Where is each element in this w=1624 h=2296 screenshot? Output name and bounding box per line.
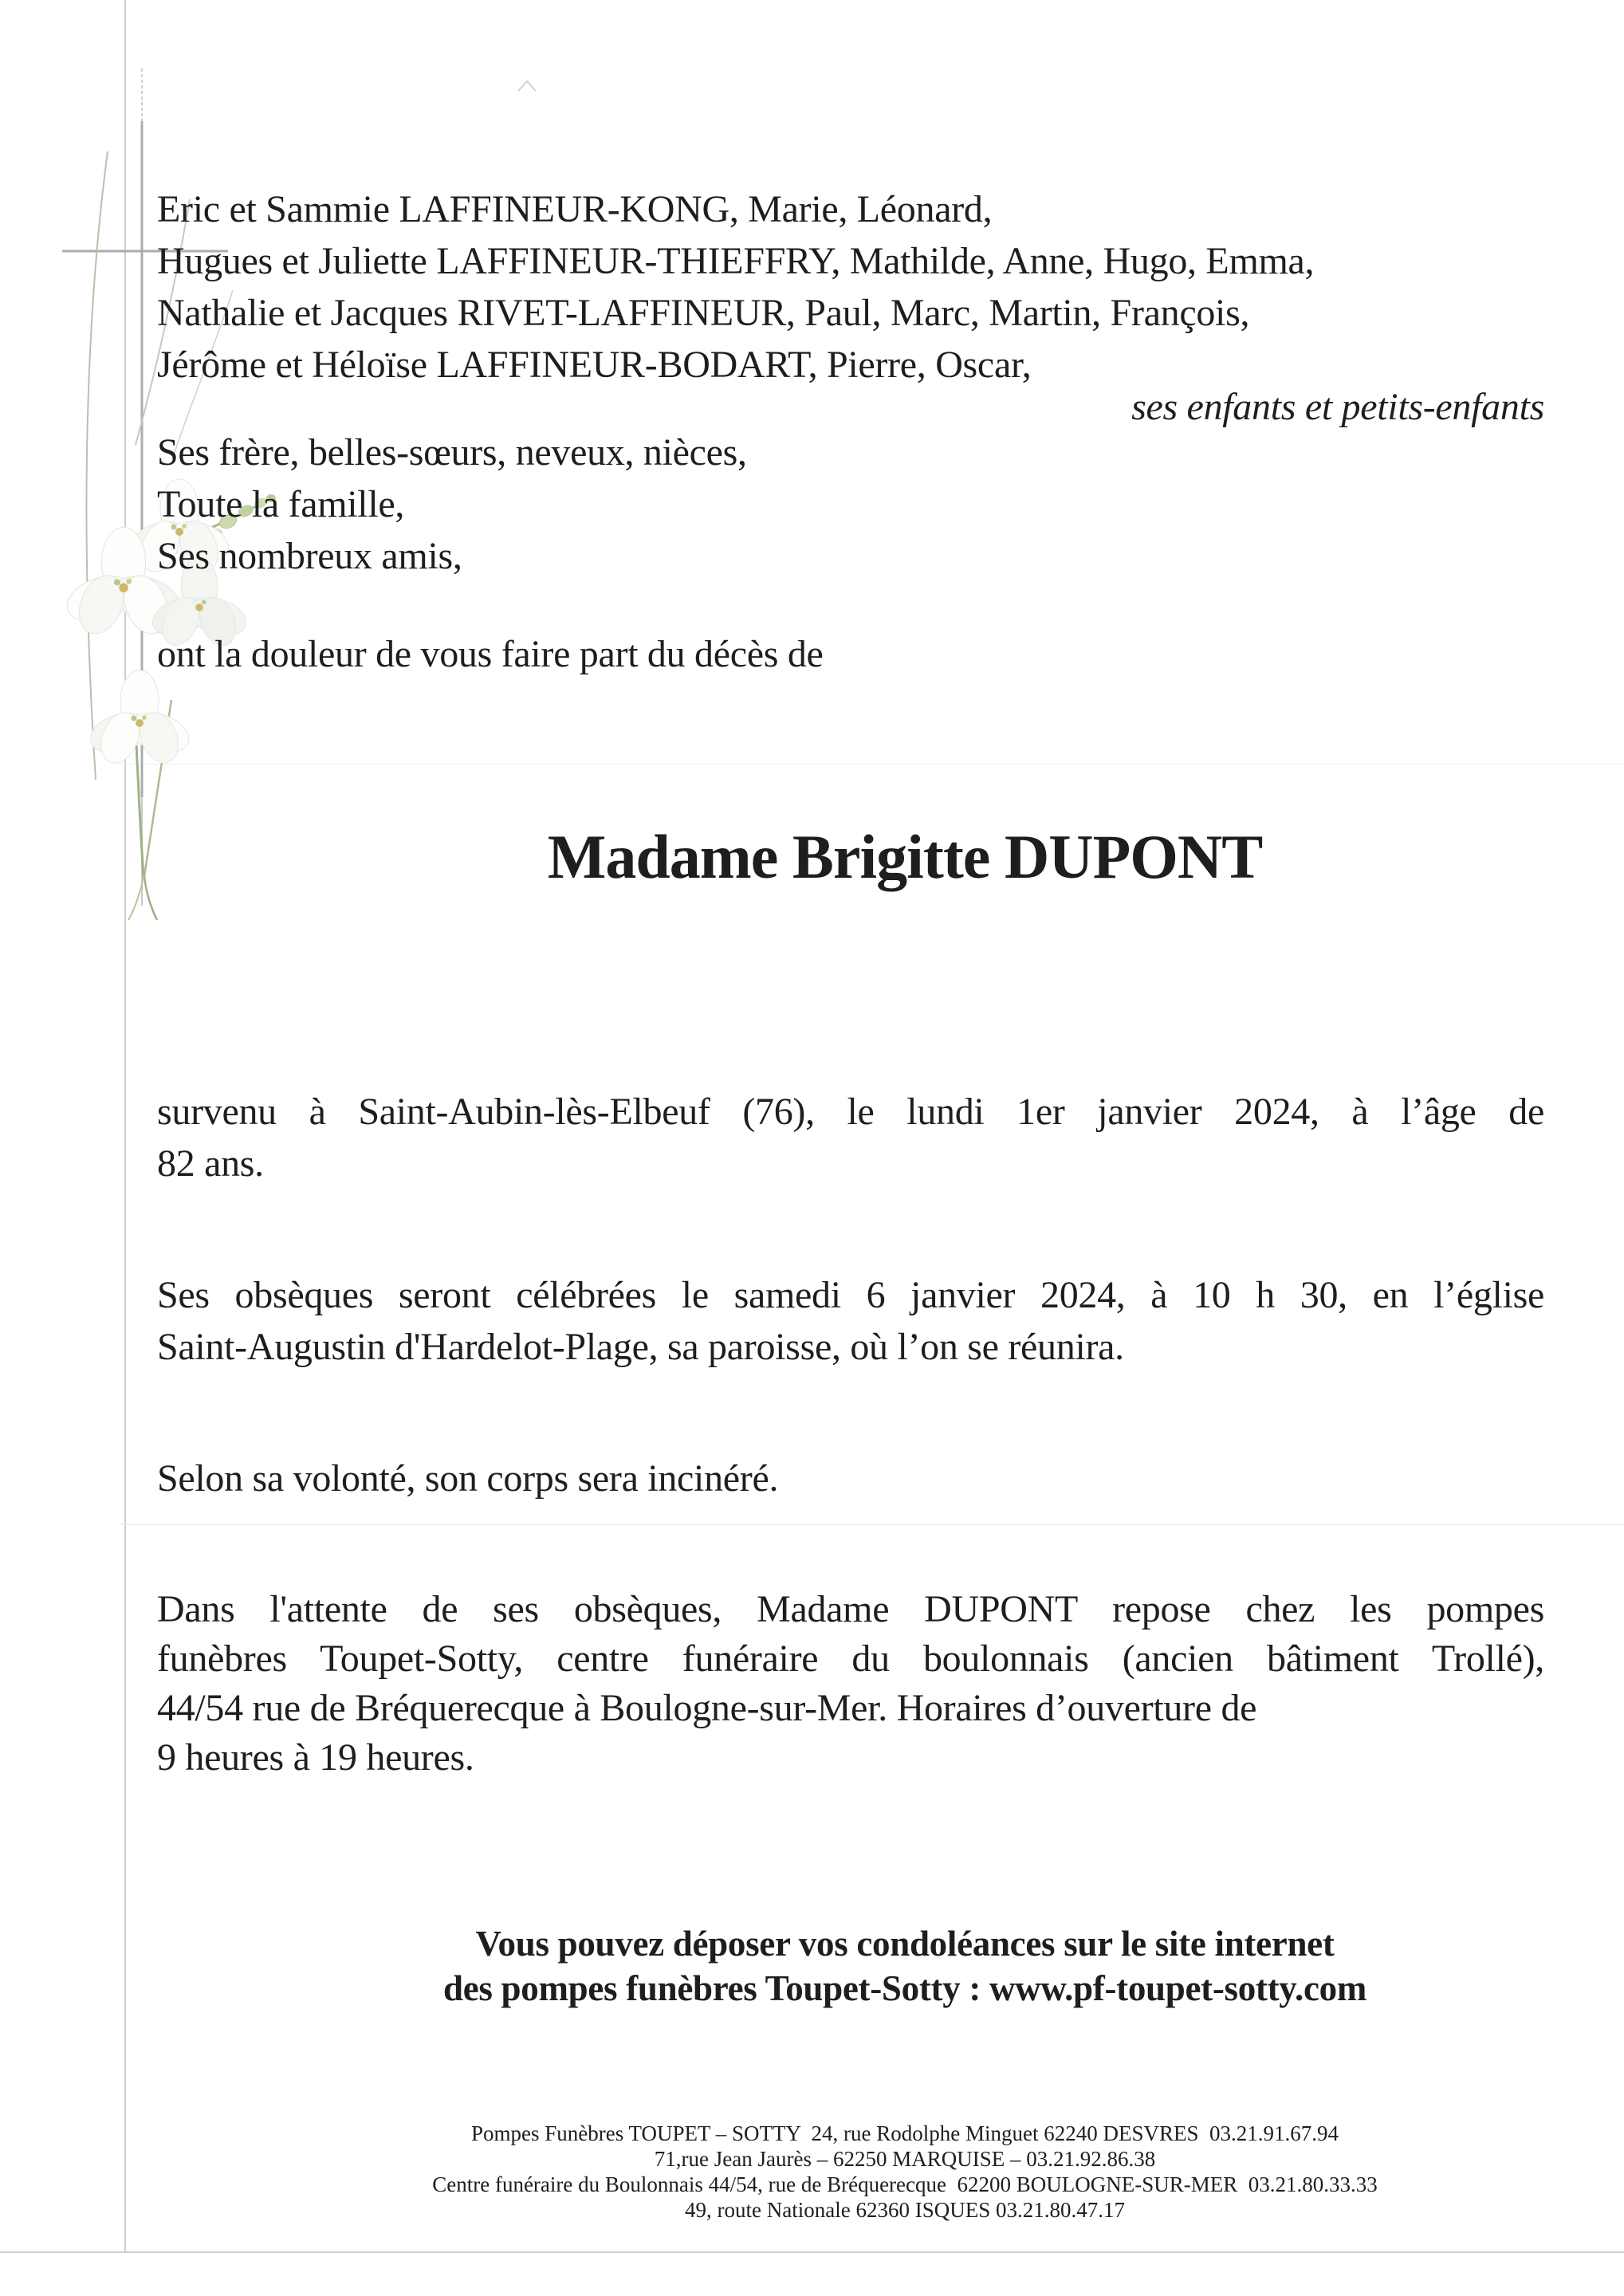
scan-artifact-mark xyxy=(517,80,537,92)
footer-address-line: Pompes Funèbres TOUPET – SOTTY 24, rue Rodolphe Minguet 62240 DESVRES 03.21.91.67.94 xyxy=(470,2121,1339,2145)
family-names-block xyxy=(157,183,1544,391)
family-line: Eric et Sammie LAFFINEUR-KONG, Marie, Léonard, xyxy=(157,188,993,230)
relatives-line: Toute la famille, xyxy=(157,483,405,525)
fold-crease-line xyxy=(120,764,1624,765)
relatives-block xyxy=(157,427,1544,582)
repose-paragraph-line: 9 heures à 19 heures. xyxy=(157,1736,474,1779)
family-line: Hugues et Juliette LAFFINEUR-THIEFFRY, Mathilde, Anne, Hugo, Emma, xyxy=(157,240,1315,282)
relation-note: ses enfants et petits-enfants xyxy=(1131,386,1544,428)
death-paragraph-line: survenu à Saint-Aubin-lès-Elbeuf (76), le lundi 1er janvier 2024, à l’âge de xyxy=(157,1091,1544,1133)
footer-address-line: 49, route Nationale 62360 ISQUES 03.21.80.47.17 xyxy=(685,2198,1125,2222)
fold-crease-line xyxy=(120,1524,1624,1525)
family-line: Nathalie et Jacques RIVET-LAFFINEUR, Paul, Marc, Martin, François, xyxy=(157,292,1250,334)
orchid-flower xyxy=(85,670,194,769)
footer-address-line: Centre funéraire du Boulonnais 44/54, rue de Bréquerecque 62200 BOULOGNE-SUR-MER 03.21.80.33.33 xyxy=(432,2172,1378,2196)
card-bottom-edge-line xyxy=(0,2251,1624,2253)
funeral-paragraph-line: Ses obsèques seront célébrées le samedi 6 janvier 2024, à 10 h 30, en l’église xyxy=(157,1274,1544,1316)
relatives-line: Ses frère, belles-sœurs, neveux, nièces, xyxy=(157,431,747,474)
intro-line: ont la douleur de vous faire part du décès de xyxy=(157,633,824,675)
condolences-block xyxy=(443,1921,1366,2011)
funeral-paragraph xyxy=(157,1269,1544,1373)
family-line: Jérôme et Héloïse LAFFINEUR-BODART, Pierre, Oscar, xyxy=(157,344,1032,386)
footer-address-line: 71,rue Jean Jaurès – 62250 MARQUISE – 03.21.92.86.38 xyxy=(654,2147,1156,2171)
condolences-line: Vous pouvez déposer vos condoléances sur le site internet xyxy=(475,1924,1335,1964)
funeral-home-footer xyxy=(432,2121,1378,2223)
repose-paragraph xyxy=(157,1585,1544,1783)
relatives-line: Ses nombreux amis, xyxy=(157,535,462,577)
death-paragraph xyxy=(157,1086,1544,1189)
death-paragraph-line: 82 ans. xyxy=(157,1142,264,1185)
condolences-line: des pompes funèbres Toupet-Sotty : www.pf-toupet-sotty.com xyxy=(442,1968,1367,2008)
repose-paragraph-line: funèbres Toupet-Sotty, centre funéraire du boulonnais (ancien bâtiment Trollé), xyxy=(157,1637,1544,1680)
cremation-line: Selon sa volonté, son corps sera incinéré. xyxy=(157,1457,779,1500)
deceased-name-title: Madame Brigitte DUPONT xyxy=(547,822,1263,891)
repose-paragraph-line: Dans l'attente de ses obsèques, Madame DUPONT repose chez les pompes xyxy=(157,1588,1544,1630)
funeral-paragraph-line: Saint-Augustin d'Hardelot-Plage, sa paroisse, où l’on se réunira. xyxy=(157,1326,1124,1368)
repose-paragraph-line: 44/54 rue de Bréquerecque à Boulogne-sur-Mer. Horaires d’ouverture de xyxy=(157,1687,1257,1729)
